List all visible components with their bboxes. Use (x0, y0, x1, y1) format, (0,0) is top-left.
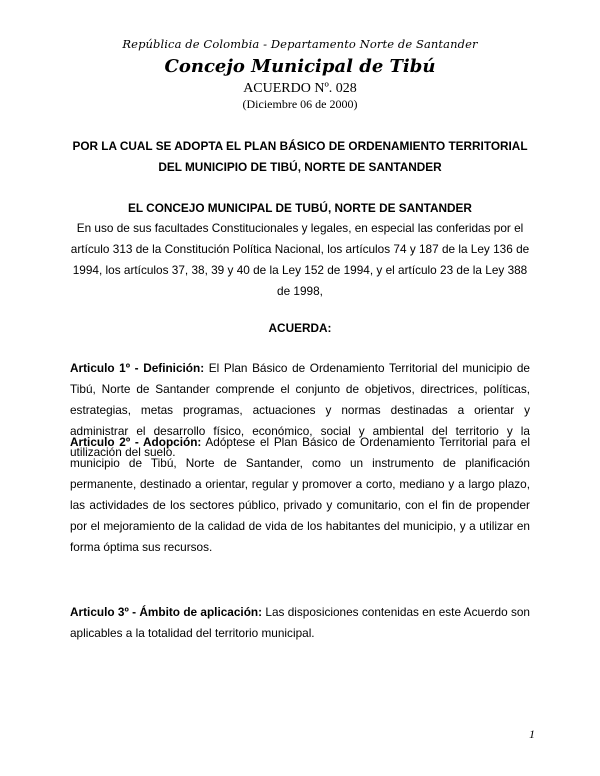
page-number: 1 (529, 727, 535, 741)
article-2-text: Adóptese el Plan Básico de Ordenamiento Territorial para el municipio de Tibú, Norte de Santander, como un instrumento de planificación permanente, destinado a orientar, regular y promover a corto, mediano y a largo plazo, las actividades de los sectores público, privado y comunitario, con el fin de propender por el mejoramiento de la calidad de vida de los habitantes del municipio, y a utilizar en forma óptima sus recursos. (70, 435, 530, 554)
article-2-heading: Articulo 2º - Adopción: (70, 435, 202, 449)
article-2 (70, 432, 530, 558)
article-3 (70, 602, 530, 644)
article-3-text: Las disposiciones contenidas en este Acuerdo son aplicables a la totalidad del territorio municipal. (70, 605, 530, 640)
acuerda-heading: ACUERDA: (268, 321, 332, 335)
article-1-text: El Plan Básico de Ordenamiento Territorial del municipio de Tibú, Norte de Santander comprende el conjunto de objetivos, directrices, políticas, estrategias, metas programas, actuaciones y normas destinadas a orientar y administrar el desarrollo físico, económico, social y ambiental del territorio y la utilización del suelo. (70, 361, 530, 459)
article-1-heading: Articulo 1º - Definición: (70, 361, 205, 375)
document-title-line-1: POR LA CUAL SE ADOPTA EL PLAN BÁSICO DE ORDENAMIENTO TERRITORIAL (72, 139, 528, 153)
document-title (60, 136, 540, 178)
preamble-paragraph: En uso de sus facultades Constitucionales y legales, en especial las conferidas por el artículo 313 de la Constitución Política Nacional, los artículos 74 y 187 de la Ley 136 de 1994, los artículos 37, 38, 39 y 40 de la Ley 152 de 1994, y el artículo 23 de la Ley 388 de 1998, (70, 221, 530, 298)
agreement-date: (Diciembre 06 de 2000) (242, 97, 358, 111)
council-title: Concejo Municipal de Tibú (164, 56, 436, 77)
council-heading: EL CONCEJO MUNICIPAL DE TUBÚ, NORTE DE SANTANDER (128, 201, 472, 215)
header-top-line: República de Colombia - Departamento Norte de Santander (122, 37, 478, 51)
agreement-number: ACUERDO Nº. 028 (243, 81, 357, 96)
article-3-heading: Articulo 3º - Ámbito de aplicación: (70, 605, 263, 619)
document-title-line-2: DEL MUNICIPIO DE TIBÚ, NORTE DE SANTANDER (158, 160, 442, 174)
